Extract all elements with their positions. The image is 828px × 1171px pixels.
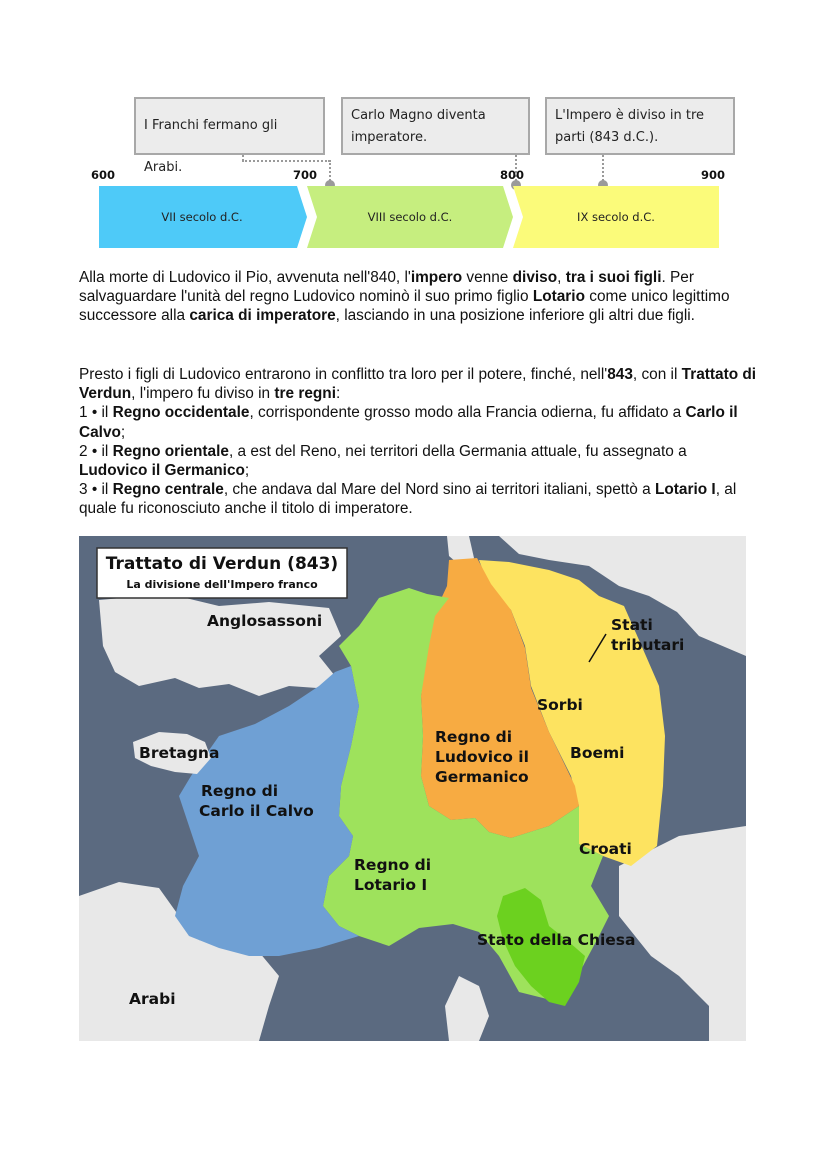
label-regno-ludovico: Ludovico il: [435, 748, 529, 766]
label-anglosassoni: Anglosassoni: [207, 612, 323, 630]
list-item: [79, 480, 759, 518]
bold-text: 843: [607, 366, 633, 383]
text-run: , che andava dal Mare del Nord sino ai territori italiani, spettò a: [223, 481, 655, 499]
bold-text: Lotario I: [654, 481, 716, 499]
text-run: ,: [557, 269, 566, 286]
label-regno-lotario: Regno di: [354, 856, 432, 874]
bold-text: Regno centrale: [112, 481, 224, 499]
text-run: come unico legittimo successore alla: [79, 288, 730, 325]
bold-text: carica di imperatore: [189, 307, 336, 325]
timeline-tick: 700: [293, 168, 318, 182]
paragraph-verdun: [79, 365, 759, 519]
label-regno-lotario: Lotario I: [354, 876, 428, 894]
label-stati-tributari: tributari: [611, 636, 685, 654]
bold-text: diviso: [512, 269, 558, 286]
bold-text: Regno occidentale: [112, 404, 250, 422]
text-run: 1 • il: [79, 404, 113, 422]
timeline-tick: 800: [500, 168, 525, 182]
timeline-event-text: I Franchi fermano gli Arabi.: [144, 118, 278, 175]
land-britain: [99, 594, 341, 696]
century-label: VII secolo d.C.: [161, 210, 243, 224]
timeline-event-text: L'Impero è diviso in tre: [555, 108, 705, 123]
list-item: [79, 403, 759, 441]
label-bretagna: Bretagna: [139, 744, 220, 762]
bold-text: tre regni: [274, 385, 336, 403]
text-run: , al quale fu riconosciuto anche il titolo di imperatore.: [79, 481, 737, 518]
bold-text: Ludovico il Germanico: [79, 462, 245, 480]
bold-text: Lotario: [532, 288, 585, 306]
label-regno-ludovico: Germanico: [435, 768, 529, 786]
label-arabi: Arabi: [129, 990, 176, 1008]
text-run: Alla morte di Ludovico il Pio, avvenuta nell'840, l': [79, 269, 411, 286]
label-boemi: Boemi: [570, 744, 625, 762]
verdun-map: [79, 536, 746, 1041]
text-run: ;: [120, 423, 126, 441]
map-title: Trattato di Verdun (843): [105, 554, 339, 574]
bold-text: Regno orientale: [112, 442, 229, 460]
century-label: VIII secolo d.C.: [367, 210, 453, 224]
text-run: Presto i figli di Ludovico entrarono in conflitto tra loro per il potere, finché, nell': [79, 366, 608, 383]
label-stato-chiesa: Stato della Chiesa: [477, 931, 636, 949]
timeline-event-text: Carlo Magno diventa: [351, 108, 486, 123]
timeline-event-text: imperatore.: [351, 130, 428, 145]
text-run: , con il: [632, 366, 682, 383]
timeline-tick: 900: [701, 168, 726, 182]
bold-text: impero: [410, 269, 463, 286]
text-run: , corrispondente grosso modo alla Francia odierna, fu affidato a: [249, 404, 686, 422]
text-run: , lasciando in una posizione inferiore gli altri due figli.: [335, 307, 695, 325]
bold-text: Carlo il Calvo: [79, 404, 738, 441]
century-label: IX secolo d.C.: [577, 210, 655, 224]
text-run: ;: [244, 462, 250, 480]
label-regno-ludovico: Regno di: [435, 728, 513, 746]
bold-text: tra i suoi figli: [565, 269, 662, 286]
text-run: 2 • il: [79, 442, 113, 460]
bold-text: Trattato di Verdun: [79, 366, 757, 403]
text-run: , l'impero fu diviso in: [131, 385, 275, 403]
paragraph-line: [79, 365, 759, 403]
text-run: . Per salvaguardare l'unità del regno Ludovico nominò il suo primo figlio: [79, 269, 694, 306]
label-stati-tributari: Stati: [611, 616, 653, 634]
label-regno-carlo: Regno di: [201, 782, 279, 800]
list-item: [79, 442, 759, 480]
text-run: venne: [462, 269, 513, 286]
timeline-tick: 600: [91, 168, 116, 182]
label-regno-carlo: Carlo il Calvo: [199, 802, 314, 820]
text-run: 3 • il: [79, 481, 113, 499]
label-croati: Croati: [579, 840, 632, 858]
text-run: :: [335, 385, 341, 403]
paragraph-intro: [79, 268, 759, 326]
text-run: , a est del Reno, nei territori della Germania attuale, fu assegnato a: [228, 442, 687, 460]
label-sorbi: Sorbi: [537, 696, 583, 714]
timeline-event-text: parti (843 d.C.).: [555, 130, 659, 145]
map-subtitle: La divisione dell'Impero franco: [126, 578, 318, 591]
